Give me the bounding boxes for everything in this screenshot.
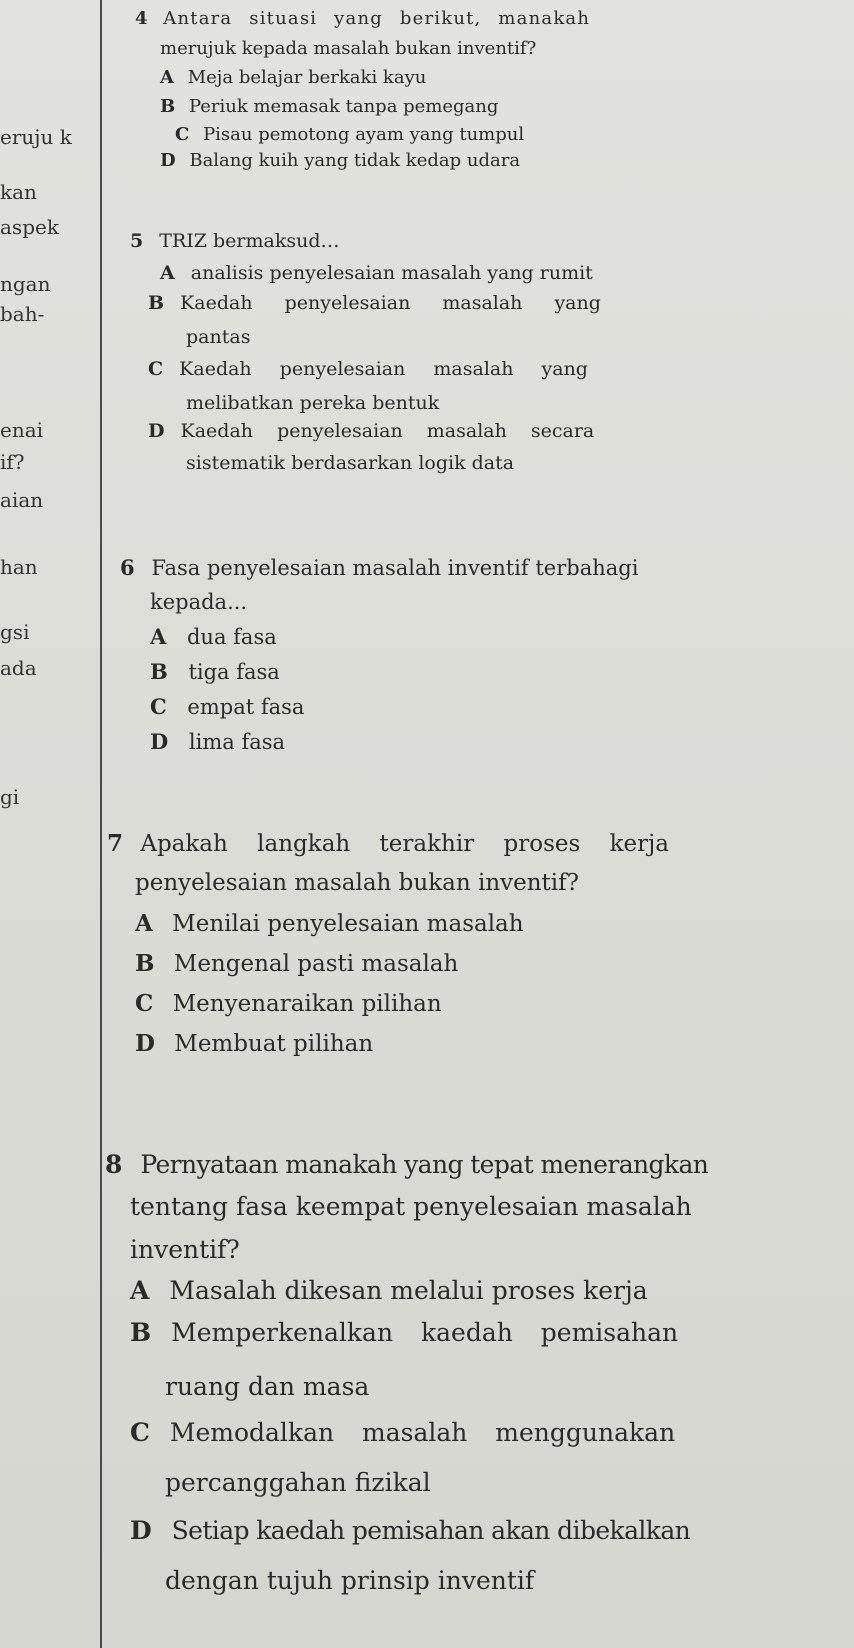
option-text: Balang kuih yang tidak kedap udara [189,150,521,171]
margin-fragment: aspek [0,215,59,239]
margin-fragment: gsi [0,620,30,644]
option-a [150,624,277,649]
option-text: Kaedah penyelesaian masalah yang [180,292,601,314]
question-number: 8 [105,1150,123,1179]
option-letter: D [130,1516,152,1545]
option-text: analisis penyelesaian masalah yang rumit [190,262,593,284]
option-text: Memperkenalkan kaedah pemisahan [171,1318,679,1347]
option-letter: B [150,659,168,684]
question-number: 6 [120,555,135,580]
option-text: Pisau pemotong ayam yang tumpul [203,124,525,145]
margin-fragment: eruju k [0,125,72,149]
margin-fragment: enai [0,418,44,442]
option-text: Membuat pilihan [174,1031,374,1057]
option-d [130,1516,690,1545]
option-letter: C [148,358,164,380]
option-letter: C [175,124,190,145]
column-divider-line [100,0,102,1648]
option-text-continued: sistematik berdasarkan logik data [186,452,515,474]
option-text-continued: ruang dan masa [165,1372,370,1401]
option-text: Menilai penyelesaian masalah [172,911,524,937]
option-text: Menyenaraikan pilihan [172,991,442,1017]
question-stem-line: penyelesaian masalah bukan inventif? [135,870,579,896]
margin-fragment: ada [0,656,37,680]
option-c [130,1418,675,1447]
option-c [148,358,588,380]
option-b [135,950,458,977]
question-stem-line: Apakah langkah terakhir proses kerja [140,831,669,857]
option-text: tiga fasa [188,660,280,684]
option-b [150,659,280,684]
option-text: Masalah dikesan melalui proses kerja [169,1276,648,1305]
question-stem-line: Fasa penyelesaian masalah inventif terbahagi [151,556,639,580]
margin-fragment: ngan [0,272,51,296]
option-text-continued: dengan tujuh prinsip inventif [165,1566,535,1595]
option-a [160,262,593,284]
margin-fragment: if? [0,450,25,474]
option-letter: D [150,729,169,754]
question-stem-line: TRIZ bermaksud… [159,230,340,252]
option-letter: D [148,420,165,442]
option-letter: C [135,990,154,1017]
option-c [150,694,304,719]
margin-fragment: han [0,555,38,579]
option-text-continued: melibatkan pereka bentuk [186,392,440,414]
question-stem-line: merujuk kepada masalah bukan inventif? [160,38,537,59]
option-letter: D [135,1030,155,1057]
option-text: lima fasa [188,730,286,754]
question-stem-line: tentang fasa keempat penyelesaian masalah [130,1192,692,1221]
option-letter: B [135,950,155,977]
option-text: Periuk memasak tanpa pemegang [188,96,499,117]
question-stem-line: Antara situasi yang berikut, manakah [163,8,591,29]
option-text: Meja belajar berkaki kayu [187,67,427,88]
question-stem-line: Pernyataan manakah yang tepat menerangkan [140,1150,709,1179]
option-text: Memodalkan masalah menggunakan [169,1418,676,1447]
question-stem-line: kepada... [150,590,248,614]
option-letter: B [130,1318,152,1347]
margin-fragment: bah- [0,302,45,326]
option-letter: B [160,96,176,117]
option-text: dua fasa [186,625,277,649]
option-d [150,729,285,754]
margin-fragment: aian [0,488,44,512]
question-stem-line: inventif? [130,1235,240,1264]
option-d [148,420,594,442]
option-letter: A [150,624,167,649]
option-text: Setiap kaedah pemisahan akan dibekalkan [171,1516,691,1545]
option-text: empat fasa [187,695,305,719]
question-number: 5 [130,230,144,252]
option-a [160,67,426,88]
option-letter: C [150,694,167,719]
option-letter: C [130,1418,150,1447]
option-letter: A [160,67,174,88]
option-text-continued: pantas [186,326,251,348]
option-c [135,990,442,1017]
option-letter: A [135,910,153,937]
margin-fragment: gi [0,785,20,809]
option-b [160,96,498,117]
question-number: 7 [107,830,124,857]
option-a [135,910,524,937]
option-text: Kaedah penyelesaian masalah yang [179,358,588,380]
option-letter: D [160,150,176,171]
option-b [130,1318,678,1347]
option-text: Kaedah penyelesaian masalah secara [180,420,595,442]
option-d [135,1030,373,1057]
option-letter: A [130,1276,150,1305]
option-a [130,1276,648,1305]
option-text: Mengenal pasti masalah [173,951,459,977]
margin-fragment: kan [0,180,37,204]
option-letter: A [160,262,175,284]
question-number: 4 [135,8,148,29]
option-c [175,124,524,145]
option-text-continued: percanggahan fizikal [165,1468,431,1497]
option-b [148,292,688,314]
option-d [160,150,520,171]
option-letter: B [148,292,165,314]
